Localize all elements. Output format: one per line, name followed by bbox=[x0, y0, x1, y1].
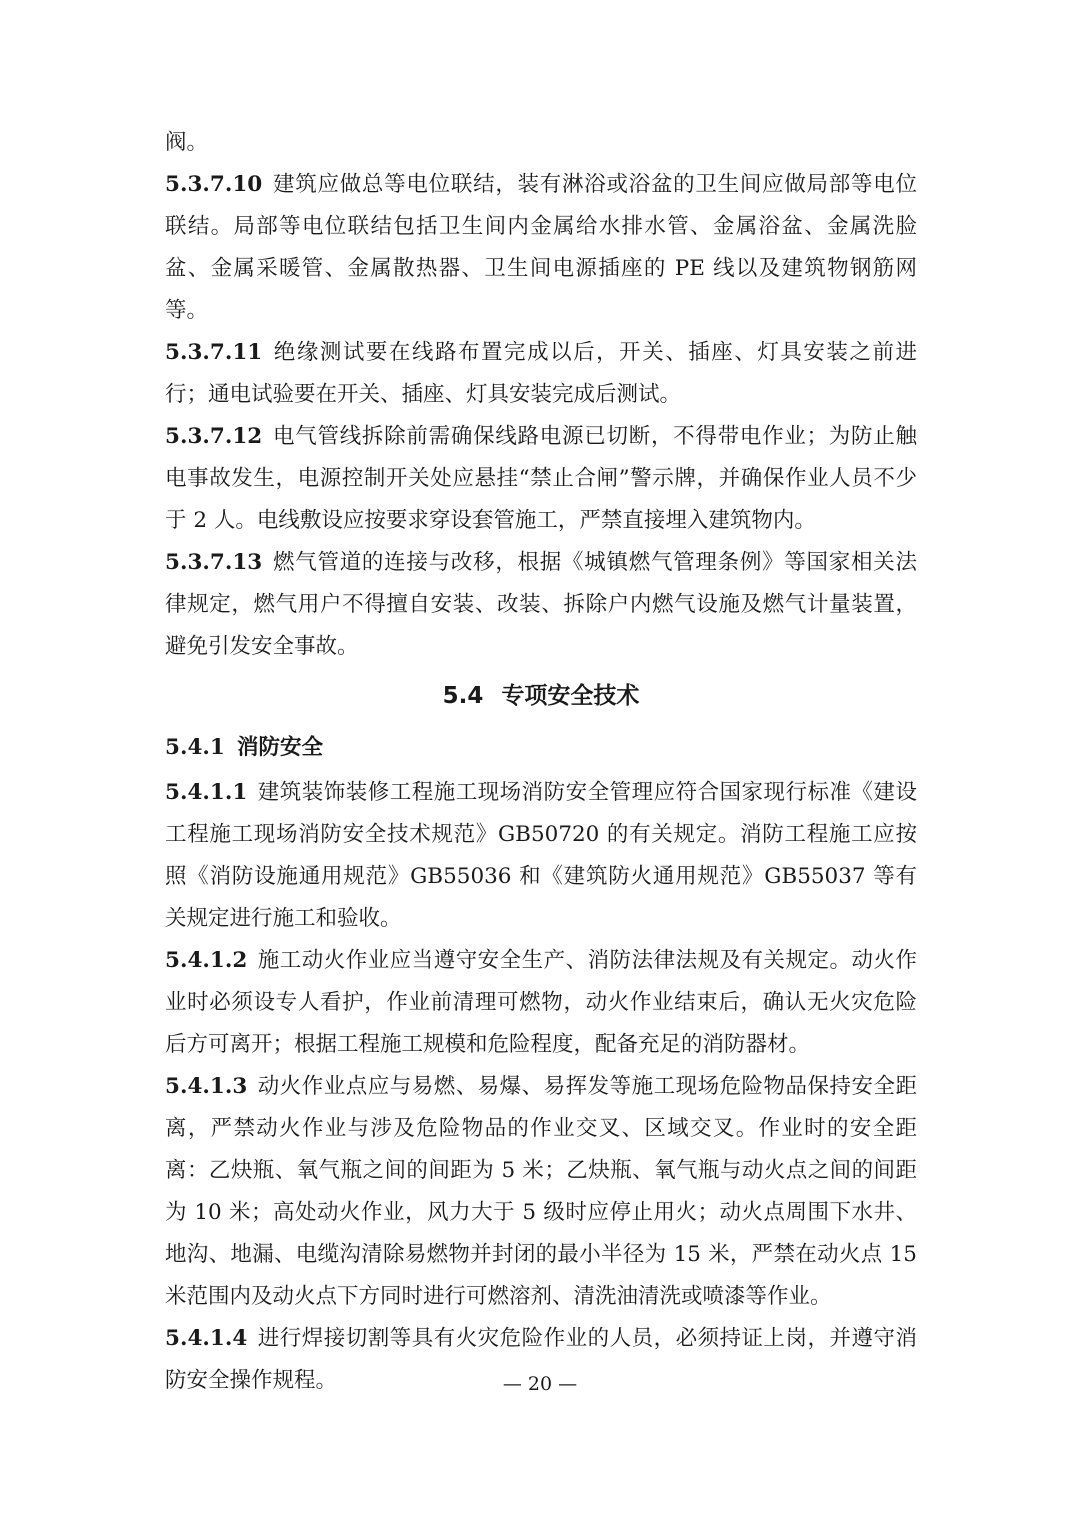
clause-text: 燃气管道的连接与改移，根据《城镇燃气管理条例》等国家相关法律规定，燃气用户不得擅自安装、改装、拆除户内燃气设施及燃气计量装置，避免引发安全事故。 bbox=[165, 550, 917, 659]
clause-text: 动火作业点应与易燃、易爆、易挥发等施工现场危险物品保持安全距离，严禁动火作业与涉及危险物品的作业交叉、区域交叉。作业时的安全距离：乙炔瓶、氧气瓶之间的间距为 5 米；乙炔瓶、氧气瓶与动火点之间的间距为 10 米；高处动火作业，风力大于 5 级时应停止用火；动火点周围下水井、地沟、地漏、电缆沟清除易燃物并封闭的最小半径为 15 米，严禁在动火点 15 米范围内及动火点下方同时进行可燃溶剂、清洗油清洗或喷漆等作业。 bbox=[165, 1074, 917, 1309]
clause-number: 5.4.1.4 bbox=[165, 1326, 248, 1351]
clause-5-3-7-11 bbox=[165, 332, 917, 416]
page-number: — 20 — bbox=[502, 1373, 578, 1395]
clause-text: 绝缘测试要在线路布置完成以后，开关、插座、灯具安装之前进行；通电试验要在开关、插座、灯具安装完成后测试。 bbox=[165, 340, 917, 407]
clause-5-3-7-13 bbox=[165, 542, 917, 668]
clause-text: 施工动火作业应当遵守安全生产、消防法律法规及有关规定。动火作业时必须设专人看护，作业前清理可燃物，动火作业结束后，确认无火灾危险后方可离开；根据工程施工规模和危险程度，配备充足的消防器材。 bbox=[165, 948, 917, 1057]
page-content bbox=[165, 122, 917, 1402]
clause-5-4-1-3 bbox=[165, 1066, 917, 1318]
subsection-number: 5.4.1 bbox=[165, 735, 225, 760]
clause-number: 5.4.1.1 bbox=[165, 780, 248, 805]
subsection-title: 消防安全 bbox=[237, 735, 324, 760]
section-number: 5.4 bbox=[442, 683, 484, 709]
clause-text: 进行焊接切割等具有火灾危险作业的人员，必须持证上岗，并遵守消防安全操作规程。 bbox=[165, 1326, 917, 1393]
clause-text: 建筑装饰装修工程施工现场消防安全管理应符合国家现行标准《建设工程施工现场消防安全技术规范》GB50720 的有关规定。消防工程施工应按照《消防设施通用规范》GB55036 和《建筑防火通用规范》GB55037 等有关规定进行施工和验收。 bbox=[165, 780, 917, 931]
clause-5-4-1-2 bbox=[165, 940, 917, 1066]
clause-text: 电气管线拆除前需确保线路电源已切断，不得带电作业；为防止触电事故发生，电源控制开关处应悬挂“禁止合闸”警示牌，并确保作业人员不少于 2 人。电线敷设应按要求穿设套管施工，严禁直接埋入建筑物内。 bbox=[165, 424, 917, 533]
section-heading bbox=[165, 668, 917, 724]
clause-text: 建筑应做总等电位联结，装有淋浴或浴盆的卫生间应做局部等电位联结。局部等电位联结包括卫生间内金属给水排水管、金属浴盆、金属洗脸盆、金属采暖管、金属散热器、卫生间电源插座的 PE 线以及建筑物钢筋网等。 bbox=[165, 172, 917, 323]
clause-number: 5.4.1.2 bbox=[165, 948, 248, 973]
section-title: 专项安全技术 bbox=[501, 683, 640, 709]
clause-5-3-7-10 bbox=[165, 164, 917, 332]
clause-5-3-7-12 bbox=[165, 416, 917, 542]
lead-text: 阀。 bbox=[165, 130, 209, 155]
clause-number: 5.4.1.3 bbox=[165, 1074, 248, 1099]
clause-number: 5.3.7.11 bbox=[165, 340, 263, 365]
clause-5-4-1-1 bbox=[165, 772, 917, 940]
clause-number: 5.3.7.12 bbox=[165, 424, 263, 449]
subsection-heading bbox=[165, 724, 917, 772]
clause-number: 5.3.7.13 bbox=[165, 550, 263, 575]
clause-number: 5.3.7.10 bbox=[165, 172, 263, 197]
